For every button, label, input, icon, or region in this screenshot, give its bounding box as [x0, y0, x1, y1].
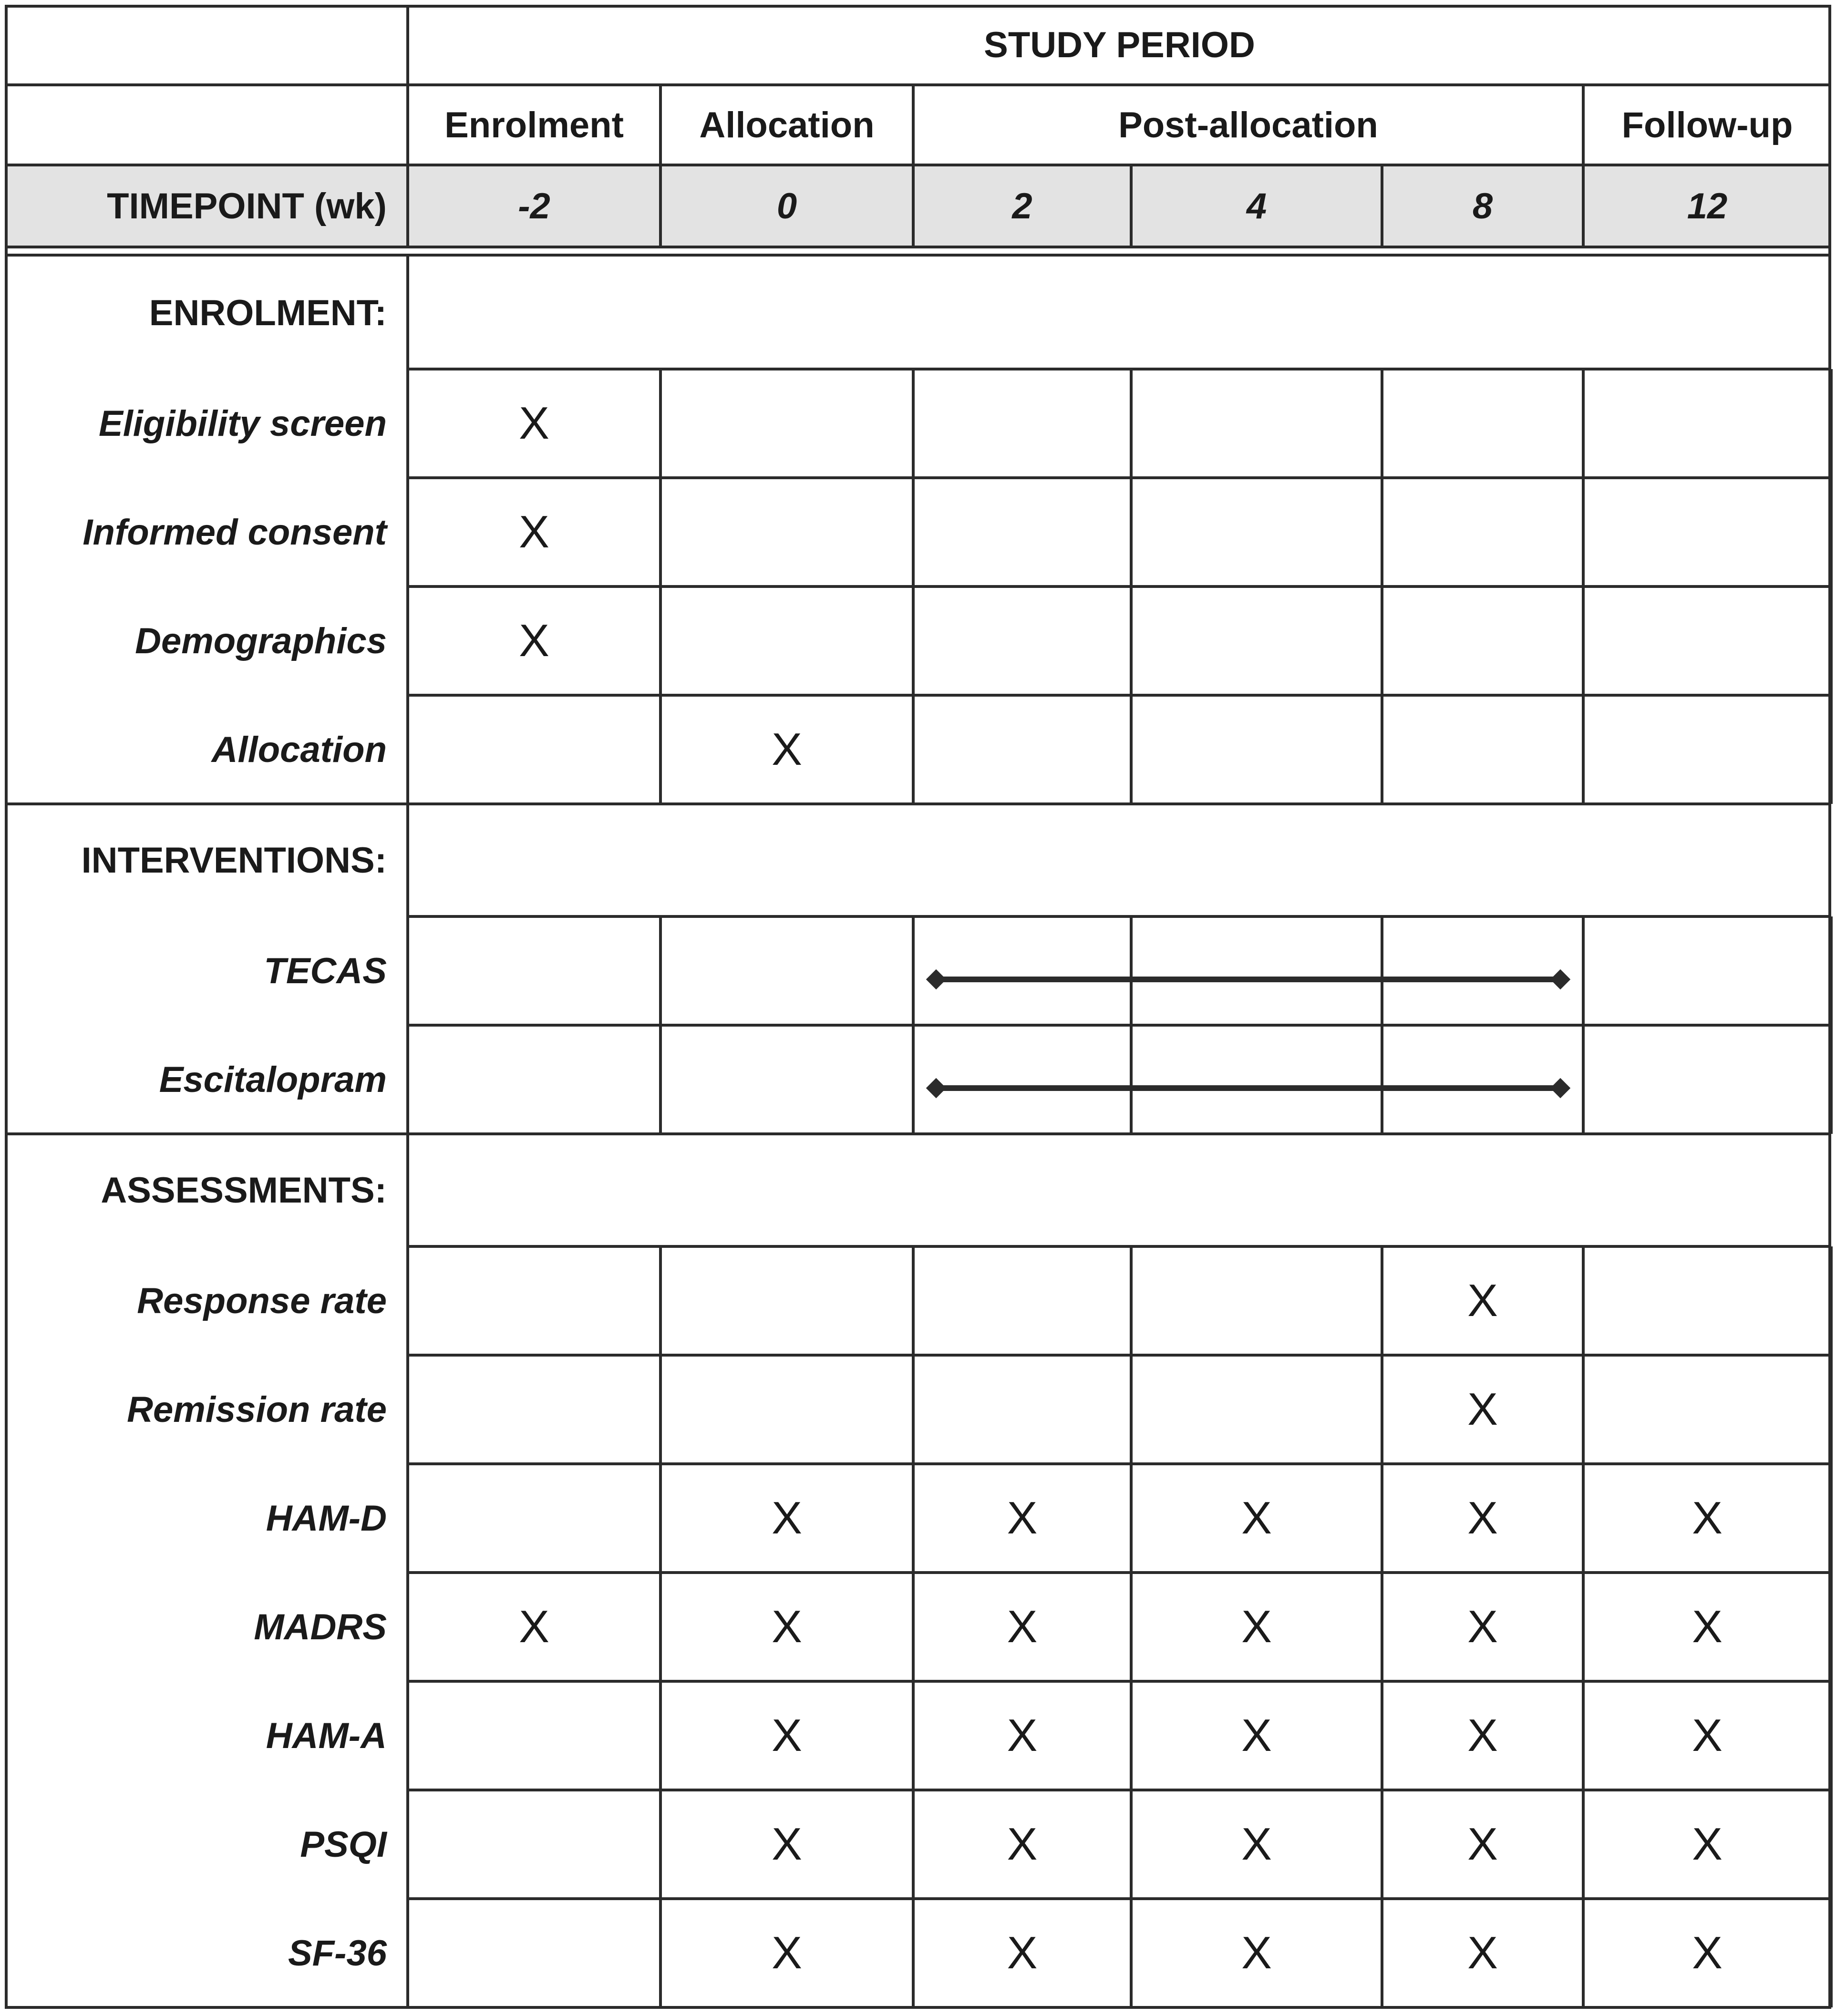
grid-line — [1130, 1025, 1133, 1134]
row-label: Response rate — [137, 1280, 387, 1321]
row-label: MADRS — [254, 1606, 387, 1647]
timepoint-cell: 4 — [1131, 165, 1382, 247]
schedule-mark: X — [1007, 1819, 1038, 1870]
row-label: HAM-D — [266, 1498, 387, 1539]
schedule-empty-cell — [408, 1246, 660, 1355]
grid-line — [406, 1025, 409, 1134]
schedule-mark: X — [1467, 1492, 1498, 1543]
schedule-mark: X — [1467, 1275, 1498, 1326]
schedule-empty-cell — [660, 478, 913, 586]
row-label: TECAS — [264, 950, 387, 991]
schedule-empty-cell — [913, 369, 1131, 478]
row-label: Escitalopram — [159, 1059, 387, 1100]
schedule-empty-cell — [660, 1246, 913, 1355]
row-label: Demographics — [135, 620, 387, 661]
row-label: PSQI — [300, 1824, 387, 1865]
row-label: Eligibility screen — [99, 403, 387, 444]
schedule-mark: X — [1692, 1492, 1723, 1543]
grid-line — [1582, 916, 1585, 1025]
section-divider — [5, 2006, 1831, 2009]
schedule-empty-cell — [1583, 1246, 1831, 1355]
bar-endpoint-diamond — [926, 969, 946, 989]
schedule-mark: X — [1467, 1384, 1498, 1435]
row-label: Informed consent — [83, 512, 387, 553]
schedule-mark: X — [1241, 1601, 1272, 1652]
schedule-empty-cell — [1131, 369, 1382, 478]
grid-line — [408, 915, 1831, 918]
schedule-empty-cell — [1382, 586, 1583, 695]
bar-endpoint-diamond — [1550, 969, 1570, 989]
schedule-empty-cell — [1583, 695, 1831, 804]
grid-line — [912, 916, 915, 1025]
table-border-right — [1828, 5, 1831, 2007]
schedule-mark: X — [1007, 1492, 1038, 1543]
schedule-mark: X — [1007, 1601, 1038, 1652]
schedule-empty-cell — [1131, 586, 1382, 695]
table-border-left — [5, 5, 8, 2007]
schedule-empty-cell — [408, 1681, 660, 1790]
row-label: SF-36 — [288, 1933, 387, 1974]
grid-line — [1130, 916, 1133, 1025]
period-header-post-allocation: Post-allocation — [1118, 104, 1378, 145]
grid-line — [912, 1025, 915, 1134]
intervention-duration-bar — [936, 977, 1560, 982]
schedule-empty-cell — [660, 586, 913, 695]
grid-line — [5, 83, 1831, 86]
schedule-mark: X — [771, 1927, 803, 1978]
grid-line — [912, 85, 915, 247]
schedule-mark: X — [1692, 1927, 1723, 1978]
table-border-top — [5, 5, 1831, 8]
period-header-follow-up: Follow-up — [1621, 104, 1793, 145]
schedule-empty-cell — [1382, 695, 1583, 804]
schedule-empty-cell — [913, 1246, 1131, 1355]
study-period-header: STUDY PERIOD — [984, 24, 1255, 65]
schedule-empty-cell — [1583, 586, 1831, 695]
schedule-mark: X — [771, 1710, 803, 1761]
schedule-mark: X — [1241, 1927, 1272, 1978]
intervention-duration-bar — [936, 1085, 1560, 1091]
schedule-empty-cell — [1382, 478, 1583, 586]
timepoint-label: TIMEPOINT (wk) — [5, 165, 408, 247]
grid-line — [5, 246, 1831, 248]
schedule-mark: X — [771, 1819, 803, 1870]
schedule-mark: X — [518, 506, 550, 557]
timepoint-cell: -2 — [408, 165, 660, 247]
schedule-mark: X — [771, 724, 803, 775]
spirit-schedule-table — [5, 5, 1831, 2011]
timepoint-cell: 8 — [1382, 165, 1583, 247]
grid-line — [408, 1024, 1831, 1027]
schedule-empty-cell — [1131, 1355, 1382, 1464]
schedule-mark: X — [771, 1492, 803, 1543]
schedule-empty-cell — [1583, 369, 1831, 478]
schedule-empty-cell — [408, 1464, 660, 1573]
grid-line — [1582, 1025, 1585, 1134]
schedule-empty-cell — [913, 478, 1131, 586]
row-label: Allocation — [211, 729, 387, 770]
section-title: ASSESSMENTS: — [101, 1170, 387, 1211]
schedule-mark: X — [1692, 1819, 1723, 1870]
schedule-mark: X — [1241, 1819, 1272, 1870]
schedule-mark: X — [518, 1601, 550, 1652]
schedule-empty-cell — [1131, 1246, 1382, 1355]
schedule-empty-cell — [913, 1355, 1131, 1464]
timepoint-cell: 0 — [660, 165, 913, 247]
schedule-mark: X — [1007, 1927, 1038, 1978]
schedule-empty-cell — [1131, 695, 1382, 804]
schedule-mark: X — [1467, 1710, 1498, 1761]
bar-endpoint-diamond — [1550, 1078, 1570, 1098]
schedule-empty-cell — [1583, 1355, 1831, 1464]
schedule-mark: X — [1467, 1601, 1498, 1652]
schedule-empty-cell — [408, 1355, 660, 1464]
schedule-mark: X — [1692, 1601, 1723, 1652]
schedule-empty-cell — [913, 586, 1131, 695]
schedule-mark: X — [1467, 1819, 1498, 1870]
schedule-empty-cell — [913, 695, 1131, 804]
schedule-empty-cell — [1131, 478, 1382, 586]
grid-line — [406, 1134, 409, 1246]
grid-line — [1381, 916, 1383, 1025]
schedule-mark: X — [518, 398, 550, 449]
schedule-empty-cell — [660, 1355, 913, 1464]
section-title: ENROLMENT: — [149, 292, 387, 333]
grid-line — [406, 5, 409, 247]
schedule-mark: X — [1241, 1492, 1272, 1543]
schedule-empty-cell — [408, 1899, 660, 2007]
section-title: INTERVENTIONS: — [81, 840, 387, 881]
row-label: HAM-A — [266, 1715, 387, 1756]
grid-line — [659, 1025, 662, 1134]
schedule-mark: X — [1007, 1710, 1038, 1761]
schedule-empty-cell — [408, 1790, 660, 1899]
schedule-mark: X — [1241, 1710, 1272, 1761]
grid-line — [1582, 85, 1585, 247]
schedule-empty-cell — [1583, 478, 1831, 586]
period-header-allocation: Allocation — [699, 104, 875, 145]
grid-line — [1381, 1025, 1383, 1134]
schedule-empty-cell — [660, 369, 913, 478]
schedule-empty-cell — [1382, 369, 1583, 478]
row-label: Remission rate — [127, 1389, 387, 1430]
bar-endpoint-diamond — [926, 1078, 946, 1098]
grid-line — [5, 164, 1831, 166]
schedule-mark: X — [771, 1601, 803, 1652]
schedule-empty-cell — [408, 695, 660, 804]
timepoint-cell: 2 — [913, 165, 1131, 247]
grid-line — [406, 916, 409, 1025]
grid-line — [1130, 165, 1133, 247]
schedule-mark: X — [518, 615, 550, 666]
grid-line — [1381, 165, 1383, 247]
schedule-mark: X — [1467, 1927, 1498, 1978]
grid-line — [406, 257, 409, 369]
period-header-enrolment: Enrolment — [444, 104, 624, 145]
schedule-mark: X — [1692, 1710, 1723, 1761]
grid-line — [659, 916, 662, 1025]
grid-line — [406, 804, 409, 916]
timepoint-cell: 12 — [1583, 165, 1831, 247]
grid-line — [659, 85, 662, 247]
